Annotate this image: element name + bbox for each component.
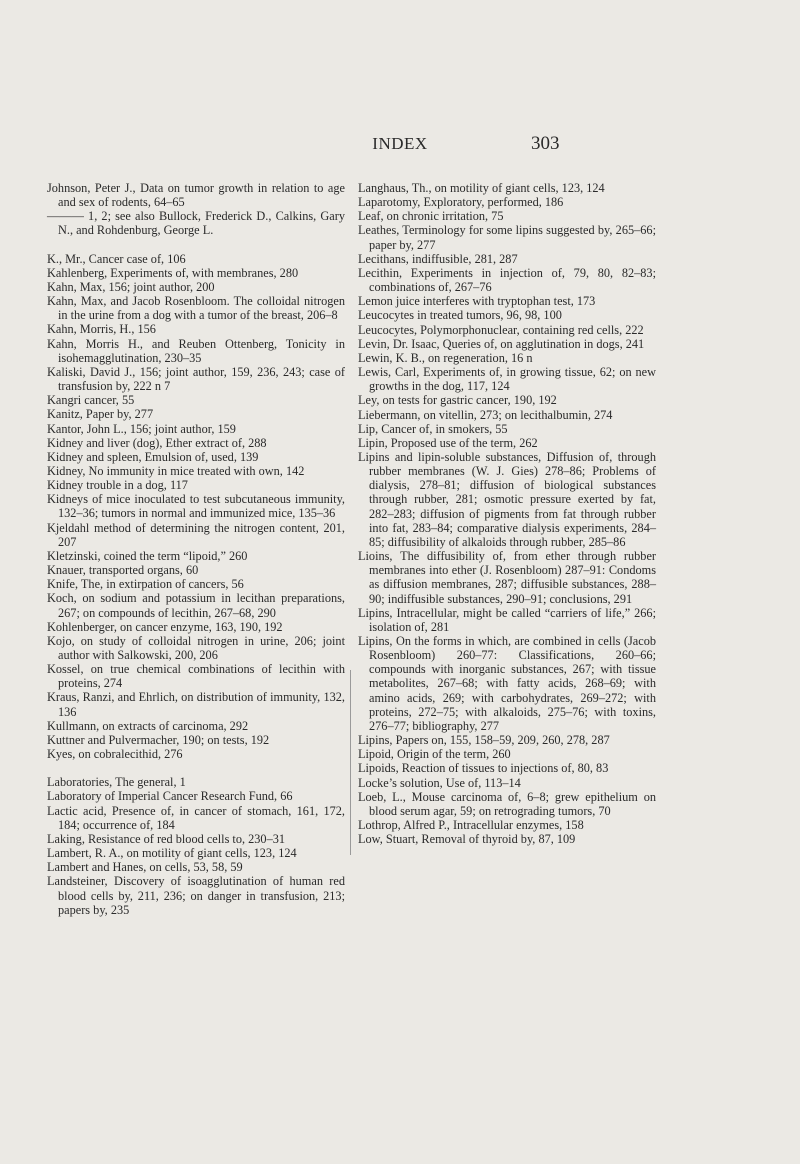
index-entry: Lioins, The diffusibility of, from ether through rubber membranes into ether (J. Rosenbloom) 287–91: Condoms as diffusion membranes, 287; diffusible substances, 288–90; indiffusible substances, 290–91; conclusions, 291 xyxy=(358,549,656,606)
index-entry: Kantor, John L., 156; joint author, 159 xyxy=(47,421,236,436)
index-entry: Kaliski, David J., 156; joint author, 159, 236, 243; case of transfusion by, 222 n 7 xyxy=(47,364,345,394)
index-entry: Lothrop, Alfred P., Intracellular enzymes, 158 xyxy=(358,818,584,833)
index-entry: Lip, Cancer of, in smokers, 55 xyxy=(358,421,508,436)
index-entry: Kidney, No immunity in mice treated with own, 142 xyxy=(47,463,305,478)
index-entry: Johnson, Peter J., Data on tumor growth in relation to age and sex of rodents, 64–65 xyxy=(47,181,345,210)
index-entry: Leucocytes in treated tumors, 96, 98, 100 xyxy=(358,308,562,323)
index-entry: Leucocytes, Polymorphonuclear, containing red cells, 222 xyxy=(358,322,644,337)
index-entry: Kahn, Max, and Jacob Rosenbloom. The colloidal nitrogen in the urine from a dog with a tumor of the breast, 206–8 xyxy=(47,294,345,323)
index-entry: Laboratories, The general, 1 xyxy=(47,775,186,790)
index-entry: Kidneys of mice inoculated to test subcutaneous immunity, 132–36; tumors in normal and immunized mice, 135–36 xyxy=(47,492,345,521)
index-entry: Liebermann, on vitellin, 273; on lecithalbumin, 274 xyxy=(358,407,613,422)
index-entry: Kuttner and Pulvermacher, 190; on tests, 192 xyxy=(47,732,270,747)
column-divider xyxy=(350,670,351,855)
index-entry: Kahlenberg, Experiments of, with membranes, 280 xyxy=(47,265,299,280)
index-column-left xyxy=(47,181,345,917)
index-column-right xyxy=(358,181,656,846)
index-entry: Lemon juice interferes with tryptophan test, 173 xyxy=(358,294,596,309)
index-entry: Lipins, On the forms in which, are combined in cells (Jacob Rosenbloom) 260–77: Classifications, 260–66; compounds with inorganic substances, 267; with tissue metabolites, 267–68; with fatty acids, 268–69; with amino acids, 269; with carbohydrates, 269–272; with proteins, 272–75; with alkaloids, 275–76; with toxins, 276–77; bibliography, 277 xyxy=(358,634,656,733)
index-entry: Knauer, transported organs, 60 xyxy=(47,563,199,578)
index-entry: Kyes, on cobralecithid, 276 xyxy=(47,747,183,762)
index-entry: K., Mr., Cancer case of, 106 xyxy=(47,251,186,266)
index-entry: Lipin, Proposed use of the term, 262 xyxy=(358,435,538,450)
index-entry: Lipins and lipin-soluble substances, Diffusion of, through rubber membranes (W. J. Gies) 278–86; Problems of dialysis, 278–81; diffusion of biological substances through rubber, 281; osmotic pressure exerted by fat, 282–283; diffusion of pigments from fat through rubber into fat, 283–84; comparative dialysis experiments, 284–85; diffusibility of alkaloids through rubber, 285–86 xyxy=(358,449,656,549)
index-entry: Kohlenberger, on cancer enzyme, 163, 190, 192 xyxy=(47,619,283,634)
index-entry: Locke’s solution, Use of, 113–14 xyxy=(358,775,521,790)
index-entry: Landsteiner, Discovery of isoagglutination of human red blood cells by, 211, 236; on danger in transfusion, 213; papers by, 235 xyxy=(47,874,345,917)
index-entry: Langhaus, Th., on motility of giant cells, 123, 124 xyxy=(358,181,605,195)
index-entry: Kahn, Max, 156; joint author, 200 xyxy=(47,279,215,294)
section-gap xyxy=(47,238,345,252)
index-entry: Lambert and Hanes, on cells, 53, 58, 59 xyxy=(47,860,243,875)
index-entry: Lecithin, Experiments in injection of, 79, 80, 82–83; combinations of, 267–76 xyxy=(358,265,656,295)
index-entry: Kahn, Morris, H., 156 xyxy=(47,322,156,337)
index-entry: Lipins, Papers on, 155, 158–59, 209, 260, 278, 287 xyxy=(358,733,610,748)
index-entry: Laparotomy, Exploratory, performed, 186 xyxy=(358,195,564,210)
index-entry: Kidney trouble in a dog, 117 xyxy=(47,478,188,493)
page-title: INDEX xyxy=(372,134,428,153)
index-entry: Levin, Dr. Isaac, Queries of, on agglutination in dogs, 241 xyxy=(358,336,645,351)
index-entry: Kossel, on true chemical combinations of lecithin with proteins, 274 xyxy=(47,662,345,691)
index-entry: Lipoid, Origin of the term, 260 xyxy=(358,747,511,762)
index-entry: Kraus, Ranzi, and Ehrlich, on distribution of immunity, 132, 136 xyxy=(47,690,345,719)
index-entry: Leathes, Terminology for some lipins suggested by, 265–66; paper by, 277 xyxy=(358,223,656,252)
index-entry: Kletzinski, coined the term “lipoid,” 260 xyxy=(47,548,248,563)
index-entry: Knife, The, in extirpation of cancers, 56 xyxy=(47,577,244,592)
index-entry: Leaf, on chronic irritation, 75 xyxy=(358,209,504,224)
index-entry: Kanitz, Paper by, 277 xyxy=(47,407,154,422)
index-entry: Lambert, R. A., on motility of giant cells, 123, 124 xyxy=(47,846,297,861)
index-entry: Koch, on sodium and potassium in lecithan preparations, 267; on compounds of lecithin, 267–68, 290 xyxy=(47,591,345,620)
index-entry: Kjeldahl method of determining the nitrogen content, 201, 207 xyxy=(47,520,345,549)
index-entry: Ley, on tests for gastric cancer, 190, 192 xyxy=(358,393,557,408)
index-entry: Low, Stuart, Removal of thyroid by, 87, 109 xyxy=(358,832,576,847)
index-entry: Lewin, K. B., on regeneration, 16 n xyxy=(358,350,533,365)
index-entry: Lactic acid, Presence of, in cancer of stomach, 161, 172, 184; occurrence of, 184 xyxy=(47,803,345,832)
section-gap xyxy=(47,761,345,775)
index-entry: Kojo, on study of colloidal nitrogen in urine, 206; joint author with Salkowski, 200, 206 xyxy=(47,633,345,662)
index-entry: Lecithans, indiffusible, 281, 287 xyxy=(358,251,518,266)
page-header xyxy=(0,134,800,164)
index-entry: Lewis, Carl, Experiments of, in growing tissue, 62; on new growths in the dog, 117, 124 xyxy=(358,365,656,394)
page-number: 303 xyxy=(531,133,560,154)
index-entry: Laking, Resistance of red blood cells to, 230–31 xyxy=(47,831,286,846)
index-entry: Kangri cancer, 55 xyxy=(47,393,135,408)
index-entry: Kidney and liver (dog), Ether extract of, 288 xyxy=(47,435,267,450)
index-entry: Loeb, L., Mouse carcinoma of, 6–8; grew epithelium on blood serum agar, 59; on retrograding tumors, 70 xyxy=(358,789,656,818)
index-entry: Laboratory of Imperial Cancer Research Fund, 66 xyxy=(47,789,293,804)
index-entry: Lipoids, Reaction of tissues to injections of, 80, 83 xyxy=(358,761,609,776)
index-entry: Kidney and spleen, Emulsion of, used, 139 xyxy=(47,449,259,464)
index-entry: Kahn, Morris H., and Reuben Ottenberg, Tonicity in isohemagglutination, 230–35 xyxy=(47,336,345,365)
index-entry: Kullmann, on extracts of carcinoma, 292 xyxy=(47,718,249,733)
index-entry: Lipins, Intracellular, might be called “carriers of life,” 266; isolation of, 281 xyxy=(358,605,656,634)
index-entry: ——— 1, 2; see also Bullock, Frederick D., Calkins, Gary N., and Rohdenburg, George L. xyxy=(47,209,345,238)
